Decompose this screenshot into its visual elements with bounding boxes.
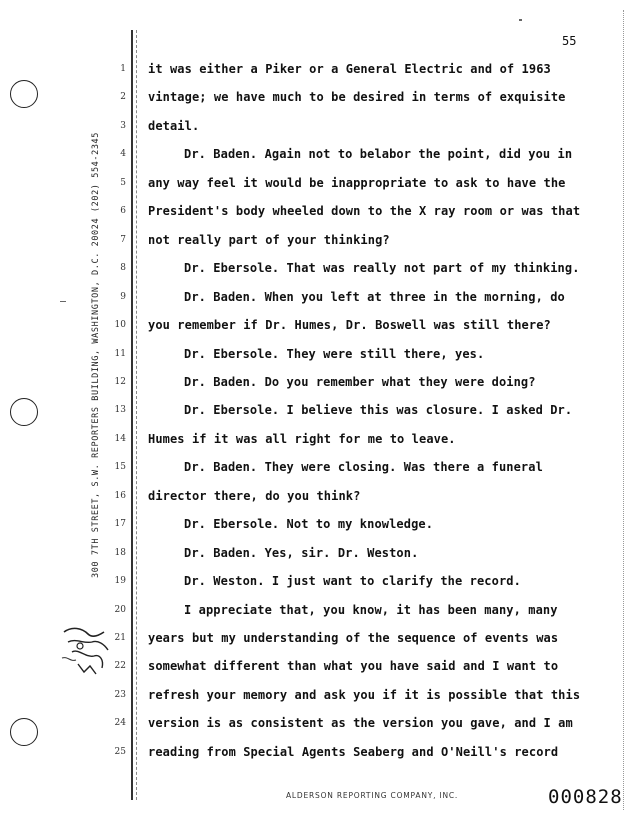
line-number: 4 [120, 149, 126, 160]
reporter-stamp-icon [58, 622, 116, 678]
line-text: I appreciate that, you know, it has been many, many [184, 602, 558, 617]
line-text: Dr. Baden. Yes, sir. Dr. Weston. [184, 545, 419, 560]
line-number: 5 [120, 177, 126, 188]
line-number: 12 [114, 376, 126, 387]
transcript-line [0, 62, 630, 84]
line-text: President's body wheeled down to the X ray room or was that [148, 204, 581, 219]
line-text: Dr. Baden. When you left at three in the morning, do [184, 289, 565, 304]
transcript-line [0, 460, 630, 482]
line-text: Dr. Ebersole. That was really not part of my thinking. [184, 261, 580, 276]
transcript-line [0, 403, 630, 425]
line-text: Dr. Weston. I just want to clarify the record. [184, 574, 521, 589]
transcript-line [0, 290, 630, 312]
line-number: 25 [114, 746, 126, 757]
line-text: not really part of your thinking? [148, 232, 390, 247]
transcript-line [0, 432, 630, 454]
line-number: 23 [114, 689, 126, 700]
line-number: 19 [114, 576, 126, 587]
scan-speck [60, 301, 66, 302]
line-number: 3 [120, 120, 126, 131]
line-text: years but my understanding of the sequence of events was [148, 631, 559, 645]
line-text: Dr. Ebersole. Not to my knowledge. [184, 517, 434, 532]
line-number: 20 [114, 604, 126, 615]
transcript-line [0, 745, 630, 767]
line-number: 2 [120, 92, 126, 103]
transcript-line [0, 716, 630, 738]
line-text: reading from Special Agents Seaberg and O'Neill's record [148, 744, 559, 759]
line-number: 9 [120, 291, 126, 302]
line-number: 21 [114, 633, 126, 643]
line-text: Dr. Baden. Do you remember what they were doing? [184, 374, 536, 389]
batch-number: 000828 [548, 786, 623, 808]
line-text: Dr. Ebersole. I believe this was closure. I asked Dr. [184, 403, 573, 418]
line-text: Dr. Baden. Again not to belabor the point, did you in [184, 147, 573, 162]
transcript-line [0, 318, 630, 340]
line-text: vintage; we have much to be desired in terms of exquisite [148, 90, 566, 105]
transcript-line [0, 147, 630, 169]
line-text: detail. [148, 118, 200, 133]
transcript-line [0, 261, 630, 283]
line-number: 15 [114, 462, 126, 473]
line-text: Dr. Baden. They were closing. Was there a funeral [184, 460, 543, 475]
line-number: 17 [114, 519, 126, 530]
transcript-line [0, 375, 630, 397]
line-text: you remember if Dr. Humes, Dr. Boswell was still there? [148, 318, 551, 333]
line-number: 13 [114, 405, 126, 416]
line-number: 11 [114, 348, 126, 359]
line-number: 7 [120, 234, 126, 245]
line-number: 24 [114, 718, 126, 729]
transcript-line [0, 489, 630, 511]
reporting-company-footer: ALDERSON REPORTING COMPANY, INC. [286, 791, 459, 800]
line-number: 10 [114, 320, 126, 331]
transcript-line [0, 90, 630, 112]
line-text: somewhat different than what you have said and I want to [148, 659, 559, 674]
line-text: refresh your memory and ask you if it is possible that this [148, 687, 581, 702]
transcript-line [0, 574, 630, 596]
line-number: 1 [120, 64, 126, 74]
transcript-line [0, 517, 630, 539]
scan-speck [519, 19, 522, 21]
line-text: version is as consistent as the version you gave, and I am [148, 716, 573, 731]
transcript-line [0, 233, 630, 255]
line-number: 18 [114, 547, 126, 558]
transcript-line [0, 347, 630, 369]
line-number: 14 [114, 433, 126, 444]
transcript-line [0, 176, 630, 198]
reporter-address-text: 300 7TH STREET, S.W. REPORTERS BUILDING, WASHINGTON, D.C. 20024 (202) 554-2345 [91, 132, 101, 578]
line-text: it was either a Piker or a General Electric and of 1963 [148, 62, 551, 76]
transcript-line [0, 688, 630, 710]
line-text: director there, do you think? [148, 488, 361, 503]
line-number: 8 [120, 263, 126, 274]
line-number: 16 [114, 490, 126, 501]
transcript-line [0, 119, 630, 141]
page-number: 55 [562, 34, 577, 48]
line-text: any way feel it would be inappropriate to ask to have the [148, 175, 566, 190]
line-number: 22 [114, 661, 126, 672]
line-text: Dr. Ebersole. They were still there, yes. [184, 346, 485, 361]
line-text: Humes if it was all right for me to leave. [148, 431, 456, 446]
line-number: 6 [120, 206, 126, 217]
transcript-line [0, 546, 630, 568]
transcript-line [0, 204, 630, 226]
